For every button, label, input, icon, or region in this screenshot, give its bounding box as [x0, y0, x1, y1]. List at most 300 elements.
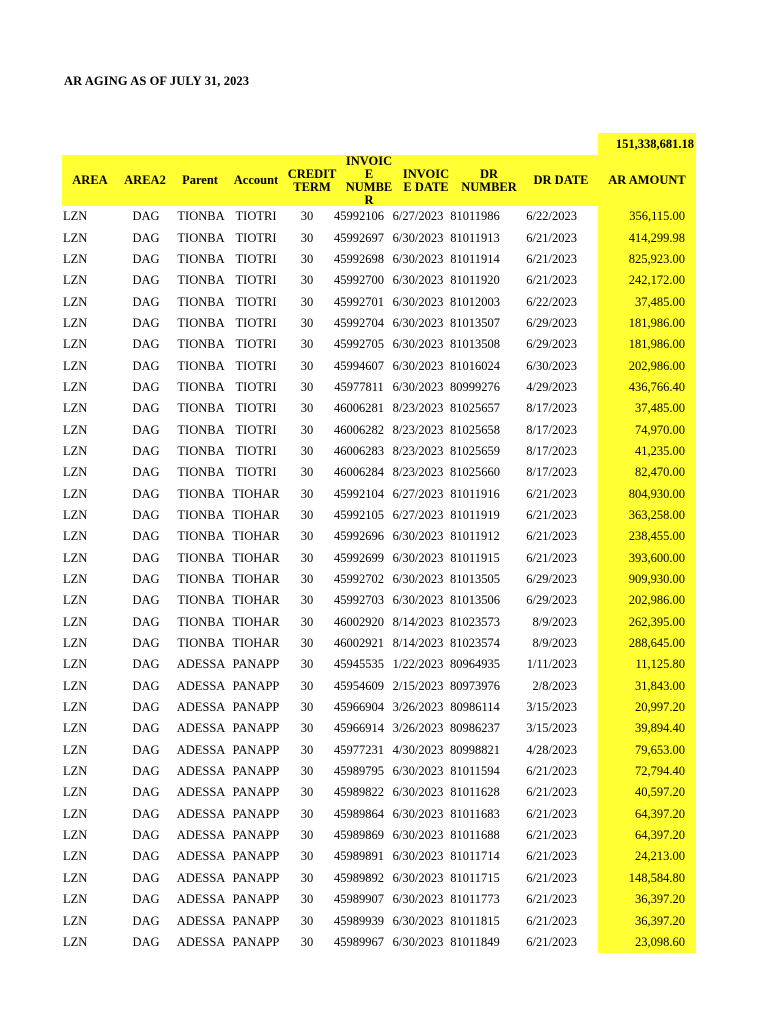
table-row: [62, 462, 689, 483]
header-dr-number: DR NUMBER: [461, 166, 517, 194]
credit-term-cell: 30: [300, 273, 314, 288]
invoice-number-cell: 45994607: [334, 358, 384, 373]
dr-date-cell: 6/21/2023: [526, 251, 577, 266]
dr-date-cell: 6/29/2023: [526, 337, 577, 352]
area2-cell: DAG: [132, 358, 160, 373]
dr-number-cell: 81013508: [450, 337, 500, 352]
invoice-number-cell: 46006284: [334, 465, 384, 480]
table-row: [62, 334, 689, 355]
dr-date-cell: 4/29/2023: [526, 379, 577, 394]
area2-cell: DAG: [132, 486, 160, 501]
area-cell: LZN: [63, 230, 88, 245]
table-row: [62, 740, 689, 761]
invoice-date-cell: 6/30/2023: [392, 593, 444, 608]
header-dr-date: DR DATE: [533, 173, 589, 187]
parent-cell: ADESSA: [176, 721, 226, 736]
area-cell: LZN: [63, 337, 88, 352]
area-cell: LZN: [63, 251, 88, 266]
credit-term-cell: 30: [300, 614, 314, 629]
parent-cell: ADESSA: [176, 678, 226, 693]
account-cell: TIOTRI: [235, 443, 277, 458]
table-row: [62, 548, 689, 569]
invoice-number-cell: 45992704: [334, 315, 384, 330]
table-row: [62, 676, 689, 697]
invoice-number-cell: 45992105: [334, 507, 384, 522]
invoice-number-cell: 46002920: [334, 614, 384, 629]
dr-date-cell: 3/15/2023: [526, 700, 577, 715]
invoice-number-cell: 45989891: [334, 849, 384, 864]
credit-term-cell: 30: [300, 913, 314, 928]
account-cell: TIOHAR: [232, 529, 280, 544]
invoice-date-cell: 6/30/2023: [392, 892, 444, 907]
parent-cell: TIONBA: [177, 422, 225, 437]
area-cell: LZN: [63, 550, 88, 565]
account-cell: TIOHAR: [232, 550, 280, 565]
invoice-date-cell: 6/30/2023: [392, 251, 444, 266]
ar-amount-cell: 64,397.20: [635, 806, 685, 821]
invoice-number-cell: 45992106: [334, 209, 384, 224]
ar-amount-cell: 36,397.20: [635, 913, 685, 928]
table-row: [62, 355, 689, 376]
area2-cell: DAG: [132, 870, 160, 885]
ar-amount-cell: 414,299.98: [628, 230, 685, 245]
account-cell: TIOTRI: [235, 379, 277, 394]
area2-cell: DAG: [132, 443, 160, 458]
area-cell: LZN: [63, 294, 88, 309]
area2-cell: DAG: [132, 593, 160, 608]
invoice-number-cell: 45992104: [334, 486, 384, 501]
parent-cell: ADESSA: [176, 700, 226, 715]
parent-cell: ADESSA: [176, 934, 226, 949]
parent-cell: TIONBA: [177, 251, 225, 266]
dr-date-cell: 6/29/2023: [526, 572, 577, 587]
parent-cell: TIONBA: [177, 636, 225, 651]
area-cell: LZN: [63, 913, 88, 928]
area2-cell: DAG: [132, 529, 160, 544]
parent-cell: TIONBA: [177, 273, 225, 288]
header-invoice-date: INVOIC E DATE: [402, 166, 450, 194]
account-cell: TIOTRI: [235, 273, 277, 288]
parent-cell: TIONBA: [177, 550, 225, 565]
invoice-date-cell: 6/27/2023: [392, 486, 444, 501]
invoice-date-cell: 8/23/2023: [392, 465, 444, 480]
credit-term-cell: 30: [300, 315, 314, 330]
dr-date-cell: 6/21/2023: [526, 806, 577, 821]
dr-number-cell: 81011594: [450, 764, 500, 779]
table-row: [62, 270, 689, 291]
ar-amount-cell: 37,485.00: [635, 294, 685, 309]
invoice-number-cell: 46006283: [334, 443, 384, 458]
dr-number-cell: 81016024: [450, 358, 500, 373]
invoice-date-cell: 2/15/2023: [392, 678, 444, 693]
credit-term-cell: 30: [300, 593, 314, 608]
dr-date-cell: 6/21/2023: [526, 913, 577, 928]
credit-term-cell: 30: [300, 401, 314, 416]
parent-cell: TIONBA: [177, 593, 225, 608]
table-row: [62, 227, 689, 248]
invoice-date-cell: 6/30/2023: [392, 934, 444, 949]
dr-date-cell: 3/15/2023: [526, 721, 577, 736]
account-cell: TIOHAR: [232, 614, 280, 629]
invoice-date-cell: 6/30/2023: [392, 273, 444, 288]
dr-date-cell: 6/21/2023: [526, 934, 577, 949]
area2-cell: DAG: [132, 465, 160, 480]
dr-number-cell: 81023573: [450, 614, 500, 629]
account-cell: TIOTRI: [235, 294, 277, 309]
account-cell: PANAPP: [232, 657, 280, 672]
table-row: [62, 291, 689, 312]
area2-cell: DAG: [132, 828, 160, 843]
parent-cell: TIONBA: [177, 486, 225, 501]
dr-number-cell: 81011849: [450, 934, 500, 949]
credit-term-cell: 30: [300, 657, 314, 672]
area2-cell: DAG: [132, 721, 160, 736]
header-area: AREA: [72, 173, 108, 187]
invoice-number-cell: 46006282: [334, 422, 384, 437]
account-cell: PANAPP: [232, 828, 280, 843]
parent-cell: ADESSA: [176, 828, 226, 843]
invoice-number-cell: 45992699: [334, 550, 384, 565]
dr-number-cell: 81011914: [450, 251, 500, 266]
area-cell: LZN: [63, 742, 88, 757]
invoice-number-cell: 45992698: [334, 251, 384, 266]
invoice-number-cell: 45966914: [334, 721, 384, 736]
ar-amount-cell: 202,986.00: [628, 593, 685, 608]
table-row: [62, 910, 689, 931]
dr-number-cell: 81025660: [450, 465, 500, 480]
area2-cell: DAG: [132, 700, 160, 715]
ar-amount-cell: 39,894.40: [635, 721, 685, 736]
dr-date-cell: 6/22/2023: [526, 209, 577, 224]
invoice-number-cell: 45989907: [334, 892, 384, 907]
credit-term-cell: 30: [300, 550, 314, 565]
area-cell: LZN: [63, 614, 88, 629]
invoice-number-cell: 45989869: [334, 828, 384, 843]
table-row: [62, 932, 689, 953]
ar-amount-cell: 64,397.20: [635, 828, 685, 843]
parent-cell: TIONBA: [177, 507, 225, 522]
area2-cell: DAG: [132, 678, 160, 693]
parent-cell: TIONBA: [177, 379, 225, 394]
area-cell: LZN: [63, 785, 88, 800]
dr-number-cell: 81025658: [450, 422, 500, 437]
dr-date-cell: 6/21/2023: [526, 849, 577, 864]
dr-date-cell: 6/29/2023: [526, 315, 577, 330]
table-row: [62, 718, 689, 739]
area2-cell: DAG: [132, 657, 160, 672]
ar-amount-cell: 436,766.40: [628, 379, 685, 394]
area2-cell: DAG: [132, 379, 160, 394]
area2-cell: DAG: [132, 209, 160, 224]
invoice-number-cell: 45977231: [334, 742, 384, 757]
invoice-date-cell: 8/23/2023: [392, 401, 444, 416]
area2-cell: DAG: [132, 337, 160, 352]
invoice-number-cell: 45992702: [334, 572, 384, 587]
credit-term-cell: 30: [300, 230, 314, 245]
account-cell: TIOTRI: [235, 337, 277, 352]
credit-term-cell: 30: [300, 572, 314, 587]
dr-number-cell: 81011912: [450, 529, 500, 544]
dr-number-cell: 81013506: [450, 593, 500, 608]
dr-number-cell: 80998821: [450, 742, 500, 757]
parent-cell: TIONBA: [177, 230, 225, 245]
area-cell: LZN: [63, 209, 88, 224]
dr-number-cell: 80986237: [450, 721, 500, 736]
dr-date-cell: 6/21/2023: [526, 529, 577, 544]
parent-cell: ADESSA: [176, 806, 226, 821]
area2-cell: DAG: [132, 934, 160, 949]
dr-number-cell: 81025657: [450, 401, 500, 416]
parent-cell: ADESSA: [176, 742, 226, 757]
area-cell: LZN: [63, 486, 88, 501]
table-row: [62, 868, 689, 889]
area-cell: LZN: [63, 507, 88, 522]
ar-amount-cell: 238,455.00: [628, 529, 685, 544]
invoice-number-cell: 45954609: [334, 678, 384, 693]
ar-amount-cell: 804,930.00: [628, 486, 685, 501]
ar-amount-cell: 148,584.80: [628, 870, 685, 885]
account-cell: TIOTRI: [235, 358, 277, 373]
invoice-number-cell: 45989822: [334, 785, 384, 800]
ar-amount-cell: 363,258.00: [628, 507, 685, 522]
ar-amount-cell: 37,485.00: [635, 401, 685, 416]
account-cell: TIOTRI: [235, 209, 277, 224]
area-cell: LZN: [63, 849, 88, 864]
credit-term-cell: 30: [300, 529, 314, 544]
dr-date-cell: 6/21/2023: [526, 273, 577, 288]
invoice-date-cell: 6/30/2023: [392, 529, 444, 544]
dr-date-cell: 6/21/2023: [526, 550, 577, 565]
invoice-number-cell: 46002921: [334, 636, 384, 651]
area-cell: LZN: [63, 593, 88, 608]
dr-number-cell: 81011773: [450, 892, 500, 907]
dr-number-cell: 81011920: [450, 273, 500, 288]
table-row: [62, 398, 689, 419]
dr-date-cell: 6/21/2023: [526, 764, 577, 779]
area-cell: LZN: [63, 870, 88, 885]
dr-number-cell: 81023574: [450, 636, 500, 651]
account-cell: TIOHAR: [232, 572, 280, 587]
dr-date-cell: 6/22/2023: [526, 294, 577, 309]
area-cell: LZN: [63, 700, 88, 715]
header-invoice-number: INVOIC E NUMBE R: [345, 153, 393, 207]
account-cell: PANAPP: [232, 913, 280, 928]
dr-number-cell: 80973976: [450, 678, 500, 693]
account-cell: TIOTRI: [235, 401, 277, 416]
invoice-date-cell: 6/30/2023: [392, 806, 444, 821]
credit-term-cell: 30: [300, 465, 314, 480]
invoice-number-cell: 45992703: [334, 593, 384, 608]
parent-cell: ADESSA: [176, 849, 226, 864]
invoice-number-cell: 46006281: [334, 401, 384, 416]
table-row: [62, 569, 689, 590]
ar-amount-cell: 31,843.00: [635, 678, 685, 693]
table-row: [62, 590, 689, 611]
report-title: AR AGING AS OF JULY 31, 2023: [64, 74, 250, 88]
dr-number-cell: 81012003: [450, 294, 500, 309]
invoice-date-cell: 6/30/2023: [392, 828, 444, 843]
parent-cell: TIONBA: [177, 443, 225, 458]
invoice-date-cell: 6/30/2023: [392, 550, 444, 565]
ar-amount-cell: 288,645.00: [628, 636, 685, 651]
area-cell: LZN: [63, 401, 88, 416]
parent-cell: TIONBA: [177, 572, 225, 587]
account-cell: PANAPP: [232, 700, 280, 715]
invoice-number-cell: 45989967: [334, 934, 384, 949]
table-row: [62, 633, 689, 654]
area2-cell: DAG: [132, 764, 160, 779]
parent-cell: ADESSA: [176, 913, 226, 928]
area2-cell: DAG: [132, 294, 160, 309]
credit-term-cell: 30: [300, 785, 314, 800]
ar-amount-cell: 242,172.00: [628, 273, 685, 288]
area2-cell: DAG: [132, 550, 160, 565]
area-cell: LZN: [63, 358, 88, 373]
invoice-date-cell: 6/27/2023: [392, 507, 444, 522]
credit-term-cell: 30: [300, 892, 314, 907]
account-cell: TIOTRI: [235, 315, 277, 330]
table-row: [62, 483, 689, 504]
account-cell: PANAPP: [232, 892, 280, 907]
table-row: [62, 206, 689, 227]
area2-cell: DAG: [132, 614, 160, 629]
invoice-date-cell: 4/30/2023: [392, 742, 444, 757]
area2-cell: DAG: [132, 785, 160, 800]
parent-cell: TIONBA: [177, 614, 225, 629]
dr-date-cell: 6/21/2023: [526, 892, 577, 907]
ar-amount-cell: 356,115.00: [629, 209, 685, 224]
account-cell: TIOTRI: [235, 422, 277, 437]
dr-date-cell: 8/17/2023: [526, 465, 577, 480]
account-cell: TIOHAR: [232, 636, 280, 651]
area-cell: LZN: [63, 806, 88, 821]
area-cell: LZN: [63, 315, 88, 330]
invoice-date-cell: 6/30/2023: [392, 913, 444, 928]
account-cell: PANAPP: [232, 721, 280, 736]
credit-term-cell: 30: [300, 849, 314, 864]
credit-term-cell: 30: [300, 422, 314, 437]
header-account: Account: [233, 173, 279, 187]
invoice-date-cell: 6/30/2023: [392, 337, 444, 352]
credit-term-cell: 30: [300, 443, 314, 458]
dr-date-cell: 6/29/2023: [526, 593, 577, 608]
dr-number-cell: 81011986: [450, 209, 500, 224]
area-cell: LZN: [63, 764, 88, 779]
credit-term-cell: 30: [300, 358, 314, 373]
credit-term-cell: 30: [300, 806, 314, 821]
invoice-date-cell: 8/23/2023: [392, 422, 444, 437]
ar-amount-cell: 20,997.20: [635, 700, 685, 715]
table-row: [62, 654, 689, 675]
area2-cell: DAG: [132, 636, 160, 651]
invoice-number-cell: 45945535: [334, 657, 384, 672]
invoice-number-cell: 45992705: [334, 337, 384, 352]
area-cell: LZN: [63, 678, 88, 693]
area2-cell: DAG: [132, 401, 160, 416]
table-row: [62, 249, 689, 270]
ar-amount-cell: 202,986.00: [628, 358, 685, 373]
area2-cell: DAG: [132, 849, 160, 864]
invoice-date-cell: 6/30/2023: [392, 785, 444, 800]
area-cell: LZN: [63, 379, 88, 394]
parent-cell: TIONBA: [177, 529, 225, 544]
header-credit-term: CREDIT TERM: [287, 166, 337, 194]
invoice-number-cell: 45966904: [334, 700, 384, 715]
invoice-date-cell: 3/26/2023: [392, 721, 444, 736]
dr-number-cell: 81013505: [450, 572, 500, 587]
invoice-number-cell: 45992701: [334, 294, 384, 309]
parent-cell: ADESSA: [176, 657, 226, 672]
account-cell: PANAPP: [232, 742, 280, 757]
dr-date-cell: 4/28/2023: [526, 742, 577, 757]
area2-cell: DAG: [132, 913, 160, 928]
invoice-date-cell: 3/26/2023: [392, 700, 444, 715]
invoice-date-cell: 8/23/2023: [392, 443, 444, 458]
ar-amount-cell: 41,235.00: [635, 443, 685, 458]
ar-amount-cell: 24,213.00: [635, 849, 685, 864]
ar-amount-cell: 909,930.00: [628, 572, 685, 587]
invoice-date-cell: 6/30/2023: [392, 572, 444, 587]
area-cell: LZN: [63, 443, 88, 458]
invoice-number-cell: 45989864: [334, 806, 384, 821]
dr-number-cell: 81011683: [450, 806, 500, 821]
account-cell: PANAPP: [232, 806, 280, 821]
account-cell: TIOHAR: [232, 593, 280, 608]
area-cell: LZN: [63, 273, 88, 288]
ar-amount-cell: 181,986.00: [628, 337, 685, 352]
area2-cell: DAG: [132, 806, 160, 821]
dr-date-cell: 6/21/2023: [526, 870, 577, 885]
parent-cell: ADESSA: [176, 785, 226, 800]
credit-term-cell: 30: [300, 721, 314, 736]
table-row: [62, 889, 689, 910]
parent-cell: TIONBA: [177, 401, 225, 416]
header-area2: AREA2: [124, 173, 166, 187]
dr-date-cell: 8/17/2023: [526, 443, 577, 458]
account-cell: PANAPP: [232, 870, 280, 885]
credit-term-cell: 30: [300, 486, 314, 501]
dr-date-cell: 6/21/2023: [526, 230, 577, 245]
dr-date-cell: 1/11/2023: [526, 657, 577, 672]
area2-cell: DAG: [132, 230, 160, 245]
table-row: [62, 612, 689, 633]
credit-term-cell: 30: [300, 294, 314, 309]
invoice-date-cell: 6/30/2023: [392, 379, 444, 394]
ar-amount-cell: 36,397.20: [635, 892, 685, 907]
dr-number-cell: 81011714: [450, 849, 500, 864]
dr-number-cell: 80964935: [450, 657, 500, 672]
credit-term-cell: 30: [300, 379, 314, 394]
ar-amount-cell: 74,970.00: [635, 422, 685, 437]
table-row: [62, 419, 689, 440]
table-row: [62, 782, 689, 803]
credit-term-cell: 30: [300, 209, 314, 224]
dr-date-cell: 8/9/2023: [532, 636, 577, 651]
area2-cell: DAG: [132, 273, 160, 288]
credit-term-cell: 30: [300, 337, 314, 352]
invoice-date-cell: 6/30/2023: [392, 230, 444, 245]
ar-amount-cell: 79,653.00: [635, 742, 685, 757]
parent-cell: TIONBA: [177, 465, 225, 480]
credit-term-cell: 30: [300, 700, 314, 715]
dr-date-cell: 8/17/2023: [526, 422, 577, 437]
parent-cell: TIONBA: [177, 315, 225, 330]
invoice-date-cell: 6/27/2023: [392, 209, 444, 224]
ar-amount-cell: 262,395.00: [628, 614, 685, 629]
account-cell: TIOTRI: [235, 465, 277, 480]
credit-term-cell: 30: [300, 934, 314, 949]
ar-amount-cell: 181,986.00: [628, 315, 685, 330]
